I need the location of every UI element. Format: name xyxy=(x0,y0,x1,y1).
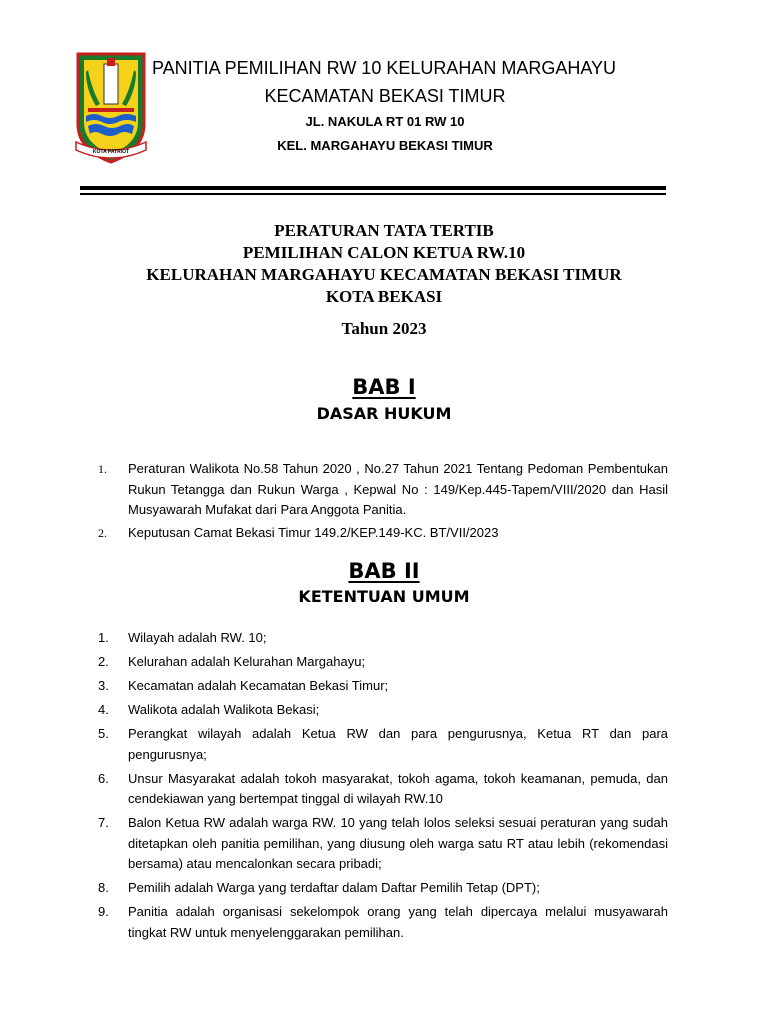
document-year: Tahun 2023 xyxy=(341,319,427,338)
list-item-number: 2. xyxy=(98,654,109,669)
list-item-text: Peraturan Walikota No.58 Tahun 2020 , No.27 Tahun 2021 Tentang Pedoman Pembentukan Rukun Tetangga dan Rukun Warga , Kepwal No : 149/Kep.445-Tapem/VIII/2020 dan Hasil Musyawarah Mufakat dari Para Anggota Panitia. xyxy=(128,461,668,517)
list-item xyxy=(98,878,668,899)
list-item-number: 8. xyxy=(98,880,109,895)
list-item-text: Perangkat wilayah adalah Ketua RW dan para pengurusnya, Ketua RT dan para pengurusnya; xyxy=(128,726,668,762)
list-item-number: 2. xyxy=(98,525,107,540)
document-title-line: KELURAHAN MARGAHAYU KECAMATAN BEKASI TIMUR xyxy=(146,265,622,284)
chapter-1-heading: BAB I xyxy=(352,375,416,399)
letterhead-committee-name: PANITIA PEMILIHAN RW 10 KELURAHAN MARGAHAYU xyxy=(151,58,617,78)
list-item-number: 7. xyxy=(98,815,109,830)
list-item-number: 5. xyxy=(98,726,109,741)
list-item-text: Wilayah adalah RW. 10; xyxy=(128,630,267,645)
list-item xyxy=(98,700,668,721)
list-item-text: Unsur Masyarakat adalah tokoh masyarakat, tokoh agama, tokoh keamanan, pemuda, dan cendekiawan yang bertempat tinggal di wilayah RW.10 xyxy=(128,770,668,806)
list-item xyxy=(98,902,668,943)
list-item-text: Kelurahan adalah Kelurahan Margahayu; xyxy=(128,654,366,669)
document-title xyxy=(60,220,708,308)
list-item-text: Panitia adalah organisasi sekelompok orang yang telah dipercaya melalui musyawarah tingkat RW untuk menyelenggarakan pemilihan. xyxy=(128,904,668,940)
list-item xyxy=(98,523,668,544)
list-item-text: Pemilih adalah Warga yang terdaftar dalam Daftar Pemilih Tetap (DPT); xyxy=(128,880,540,895)
letterhead-district: KECAMATAN BEKASI TIMUR xyxy=(264,86,506,106)
letterhead-subdistrict: KEL. MARGAHAYU BEKASI TIMUR xyxy=(277,138,493,153)
list-item-text: Keputusan Camat Bekasi Timur 149.2/KEP.149-KC. BT/VII/2023 xyxy=(128,524,499,540)
svg-text:KOTA PATRIOT: KOTA PATRIOT xyxy=(92,149,130,155)
list-item-number: 4. xyxy=(98,702,109,717)
list-item-number: 3. xyxy=(98,678,109,693)
list-item-number: 9. xyxy=(98,904,109,919)
chapter-2-subtitle: KETENTUAN UMUM xyxy=(298,587,470,606)
list-item-text: Kecamatan adalah Kecamatan Bekasi Timur; xyxy=(128,678,389,693)
chapter-1-subtitle: DASAR HUKUM xyxy=(316,404,452,423)
list-item xyxy=(98,769,668,810)
list-item xyxy=(98,676,668,697)
list-item xyxy=(98,652,668,673)
chapter-2-heading: BAB II xyxy=(348,559,420,583)
general-provisions-list xyxy=(98,628,668,947)
list-item-number: 6. xyxy=(98,770,109,786)
document-title-line: PERATURAN TATA TERTIB xyxy=(274,221,494,240)
list-item-number: 1. xyxy=(98,630,109,645)
legal-basis-list xyxy=(98,459,668,545)
list-item xyxy=(98,628,668,649)
list-item xyxy=(98,459,668,521)
document-title-line: PEMILIHAN CALON KETUA RW.10 xyxy=(242,243,526,262)
document-title-line: KOTA BEKASI xyxy=(325,287,443,306)
letterhead-address: JL. NAKULA RT 01 RW 10 xyxy=(305,114,465,129)
list-item xyxy=(98,724,668,765)
letterhead-divider-thin xyxy=(80,193,666,195)
list-item-number: 1. xyxy=(98,462,107,476)
list-item-text: Balon Ketua RW adalah warga RW. 10 yang telah lolos seleksi sesuai peraturan yang sudah ditetapkan oleh panitia pemilihan, yang diusung oleh warga satu RT atau lebih (rekomendasi bersama) atau mencalonkan secara pribadi; xyxy=(128,815,668,871)
list-item xyxy=(98,813,668,875)
list-item-text: Walikota adalah Walikota Bekasi; xyxy=(128,702,320,717)
letterhead-divider-thick xyxy=(80,186,666,190)
city-emblem-logo xyxy=(74,50,148,166)
